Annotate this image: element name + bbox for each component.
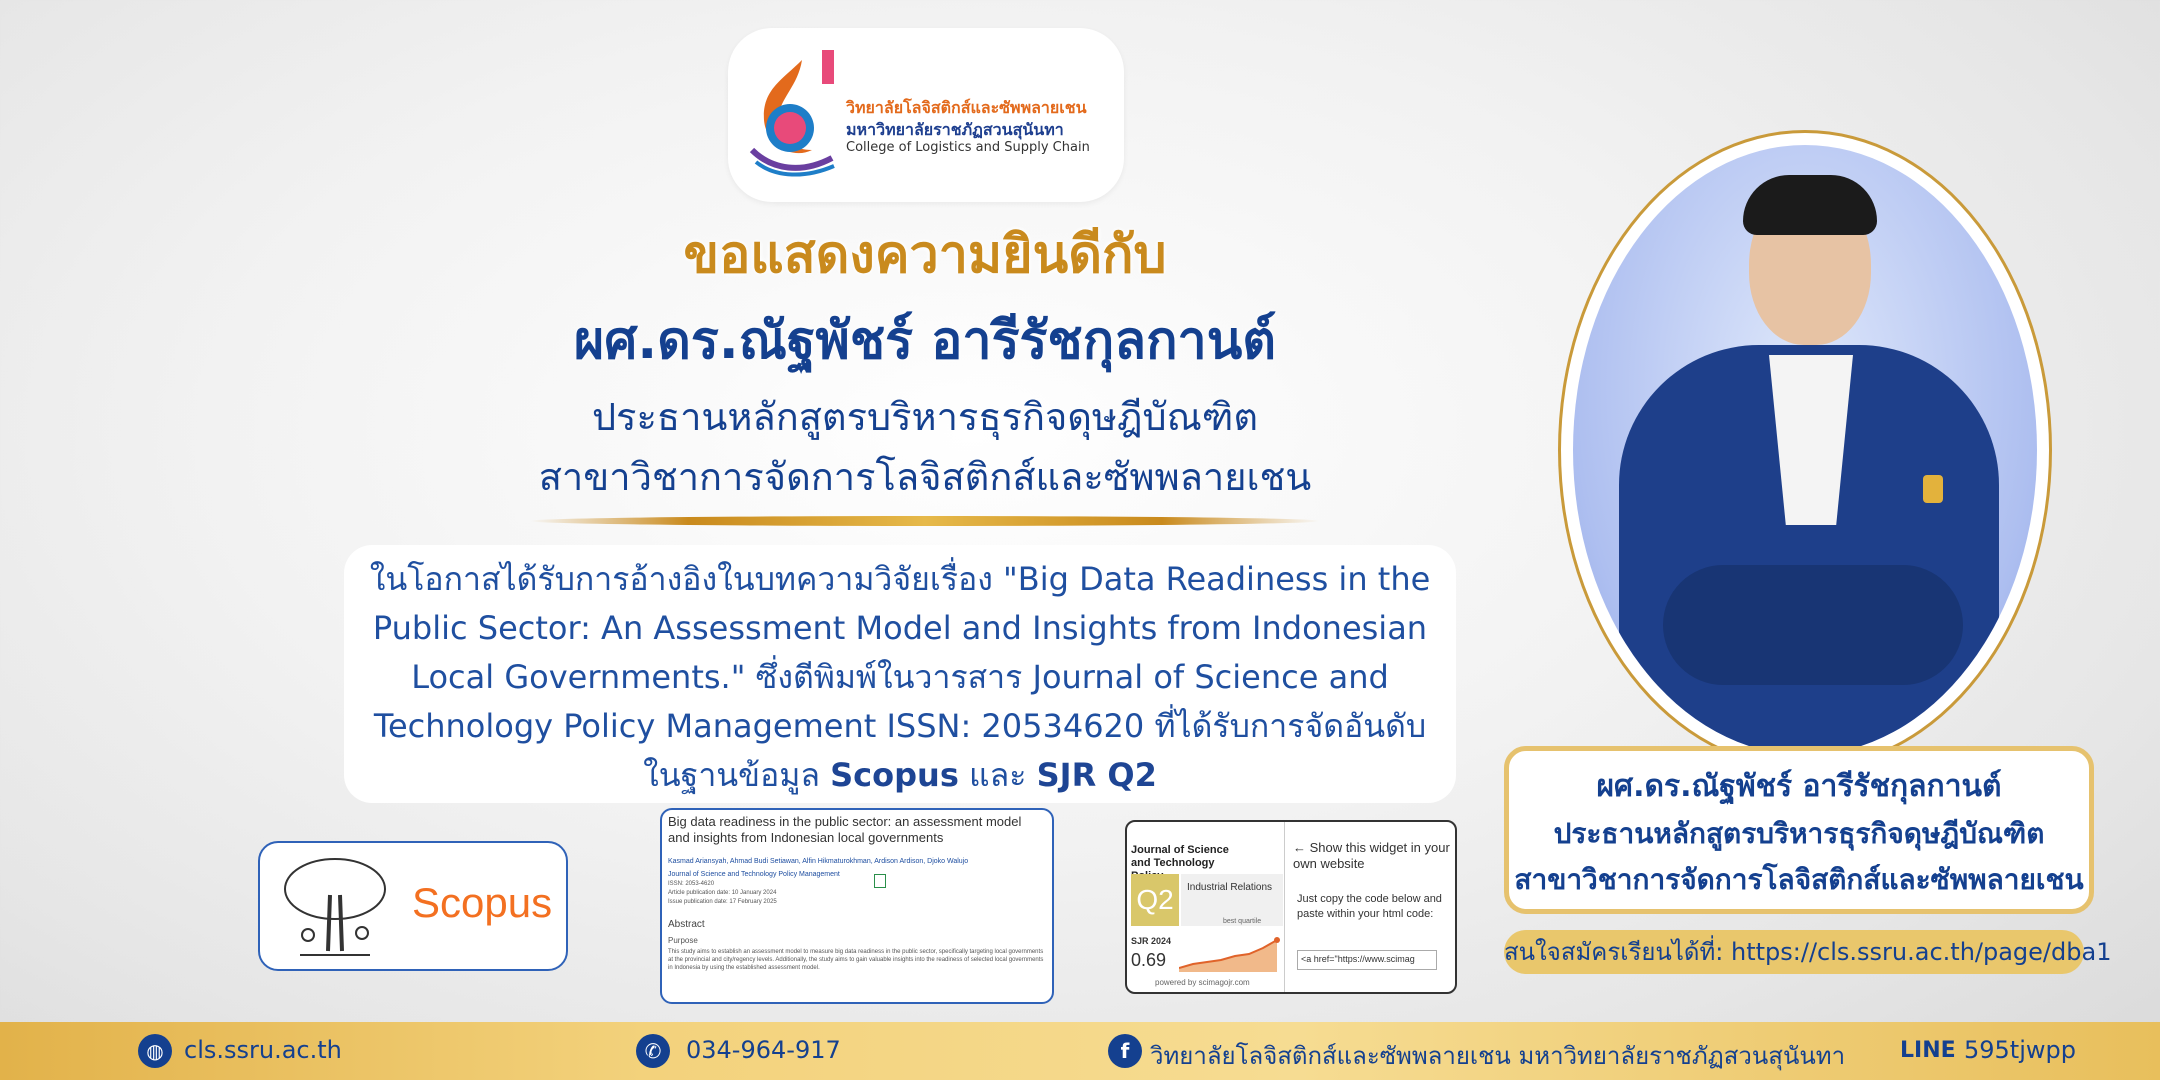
pdf-icon	[874, 874, 886, 888]
sjr-journal-title: Journal of Science and Technology	[1131, 844, 1229, 869]
sjr-best-quartile: best quartile	[1223, 918, 1262, 925]
article-screenshot	[660, 808, 1054, 1004]
globe-icon: ◍	[138, 1034, 172, 1068]
logo-thai-line-2: มหาวิทยาลัยราชภัฏสวนสุนันทา	[846, 120, 1064, 139]
article-publication-date: Article publication date: 10 January 2024	[668, 890, 777, 896]
website-link[interactable]: cls.ssru.ac.th	[184, 1036, 342, 1064]
article-journal: Journal of Science and Technology Policy Management	[668, 871, 840, 878]
gold-divider	[530, 516, 1320, 526]
sjr-show-widget-text: ← Show this widget in your own website	[1293, 840, 1450, 871]
position-line-1: ประธานหลักสูตรบริหารธุรกิจดุษฎีบัณฑิต	[591, 395, 1259, 439]
logo-english-line: College of Logistics and Supply Chain	[846, 140, 1090, 155]
facebook-page-link[interactable]: วิทยาลัยโลจิสติกส์และซัพพลายเชน มหาวิทยาลัยราชภัฏสวนสุนันทา	[1150, 1042, 1846, 1070]
citation-description-card	[344, 545, 1456, 803]
article-authors: Kasmad Ariansyah, Ahmad Budi Setiawan, Alfin Hikmaturokhman, Ardison Ardison, Djoko Walujo	[668, 858, 969, 865]
congratulations-heading: ขอแสดงความยินดีกับ	[683, 225, 1167, 285]
honoree-name-card	[1504, 746, 2094, 914]
article-title: Big data readiness in the public sector: an assessment model and insights from Indonesian local governments	[668, 814, 1022, 845]
portrait-photo	[1573, 145, 2037, 755]
portrait-frame	[1558, 130, 2052, 770]
article-abstract-body: This study aims to establish an assessment model to measure big data readiness in the public sector, specifically targeting local governments at the provincial and city/regency levels. Additionally, the study aims to gain valuable insights into the readiness of selected local governments in Indonesia by using the established assessment model.	[668, 949, 1044, 971]
lapel-emblem-icon	[1923, 475, 1943, 503]
apply-label: สนใจสมัครเรียนได้ที่:	[1504, 938, 1724, 966]
sjr-copy-instructions: Just copy the code below and paste within your html code:	[1297, 893, 1442, 920]
article-abstract-heading: Abstract	[668, 919, 705, 930]
name-card-name: ผศ.ดร.ณัฐพัชร์ อารีรัชกุลกานต์	[1596, 769, 2002, 804]
citation-description	[362, 555, 1438, 800]
portrait-hair	[1743, 175, 1877, 235]
sjr-embed-code-field[interactable]: <a href="https://www.scimag	[1297, 950, 1437, 970]
sjr-widget	[1125, 820, 1457, 994]
article-issue-date: Issue publication date: 17 February 2025	[668, 899, 777, 905]
line-id[interactable]: 595tjwpp	[1964, 1036, 2076, 1064]
scopus-wordmark: Scopus	[412, 879, 553, 926]
scopus-highlight: Scopus	[830, 756, 959, 794]
sjr-widget-panel	[1127, 822, 1285, 994]
line-icon: LINE	[1900, 1038, 1956, 1063]
elsevier-tree-icon	[280, 855, 390, 959]
sjr-powered-by: powered by scimagojr.com	[1155, 978, 1250, 987]
phone-number[interactable]: 034-964-917	[686, 1036, 841, 1064]
and-word: และ	[969, 756, 1027, 794]
honoree-name-heading: ผศ.ดร.ณัฐพัชร์ อารีรัชกุลกานต์	[573, 311, 1277, 371]
phone-icon: ✆	[636, 1034, 670, 1068]
college-logo-card	[728, 28, 1124, 202]
portrait-crossed-arms	[1663, 565, 1963, 685]
sjr-trend-chart	[1179, 934, 1283, 972]
position-line-2: สาขาวิชาการจัดการโลจิสติกส์และซัพพลายเชน	[538, 455, 1312, 499]
college-logo-icon	[742, 50, 838, 180]
sjr-category: Industrial Relations	[1181, 874, 1283, 926]
facebook-icon: f	[1108, 1034, 1142, 1068]
logo-thai-line-1: วิทยาลัยโลจิสติกส์และซัพพลายเชน	[846, 98, 1087, 117]
article-issn: ISSN: 2053-4620	[668, 881, 715, 887]
article-purpose-heading: Purpose	[668, 936, 698, 945]
name-card-position-1: ประธานหลักสูตรบริหารธุรกิจดุษฎีบัณฑิต	[1553, 817, 2045, 850]
sjr-highlight: SJR Q2	[1036, 756, 1157, 794]
sjr-quartile-badge: Q2	[1131, 874, 1179, 926]
citation-text: ในโอกาสได้รับการอ้างอิงในบทความวิจัยเรื่อง "Big Data Readiness in the Public Sector: An Assessment Model and Insights from Indonesian Local Governments." ซึ่งตีพิมพ์ในวารสาร Journal of Science and Technology Policy Management ISSN: 20534620 ที่ได้รับการจัดอันดับในฐานข้อมูล	[369, 560, 1431, 794]
scopus-logo-card	[258, 841, 568, 971]
apply-url-link[interactable]: https://cls.ssru.ac.th/page/dba1	[1731, 938, 2112, 966]
name-card-position-2: สาขาวิชาการจัดการโลจิสติกส์และซัพพลายเชน	[1514, 863, 2084, 896]
sjr-year-label: SJR 2024	[1131, 936, 1172, 946]
contact-footer	[0, 1022, 2160, 1080]
apply-banner[interactable]	[1504, 930, 2112, 974]
sjr-value: 0.69	[1131, 950, 1167, 970]
